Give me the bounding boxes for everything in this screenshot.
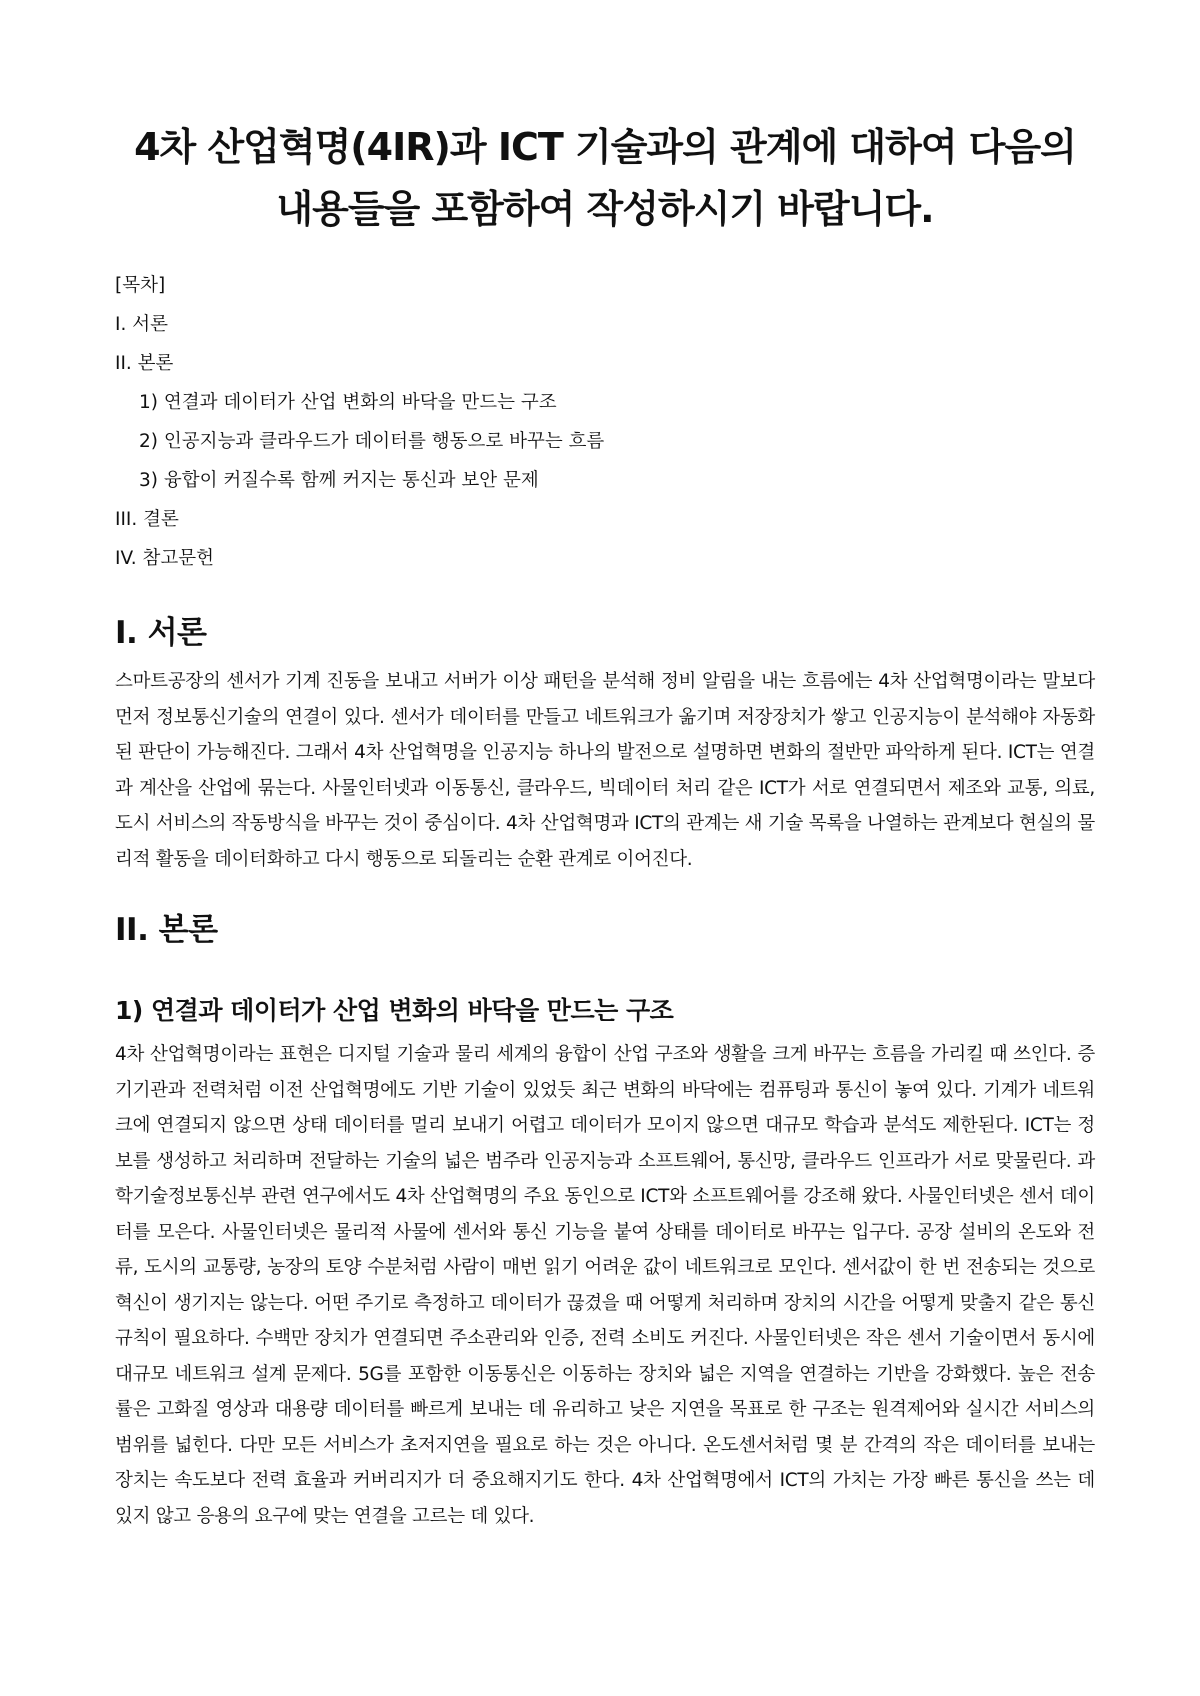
- toc-item-intro: I. 서론: [115, 314, 168, 335]
- toc-heading: [목차]: [115, 275, 166, 296]
- intro-heading: I. 서론: [115, 615, 207, 651]
- toc-item-body-3: 3) 융합이 커질수록 함께 커지는 통신과 보안 문제: [139, 470, 539, 491]
- toc-item-body-2: 2) 인공지능과 클라우드가 데이터를 행동으로 바꾸는 흐름: [139, 431, 605, 452]
- toc-item-references: IV. 참고문헌: [115, 548, 214, 569]
- body-subsection-1-paragraph: 4차 산업혁명이라는 표현은 디지털 기술과 물리 세계의 융합이 산업 구조와 생활을 크게 바꾸는 흐름을 가리킬 때 쓰인다. 증기기관과 전력처럼 이전 산업혁명에도 기반 기술이 있었듯 최근 변화의 바닥에는 컴퓨팅과 통신이 놓여 있다. 기계가 네트워크에 연결되지 않으면 상태 데이터를 멀리 보내기 어렵고 데이터가 모이지 않으면 대규모 학습과 분석도 제한된다. ICT는 정보를 생성하고 처리하며 전달하는 기술의 넓은 범주라 인공지능과 소프트웨어, 통신망, 클라우드 인프라가 서로 맞물린다. 과학기술정보통신부 관련 연구에서도 4차 산업혁명의 주요 동인으로 ICT와 소프트웨어를 강조해 왔다. 사물인터넷은 센서 데이터를 모은다. 사물인터넷은 물리적 사물에 센서와 통신 기능을 붙여 상태를 데이터로 바꾸는 입구다. 공장 설비의 온도와 전류, 도시의 교통량, 농장의 토양 수분처럼 사람이 매번 읽기 어려운 값이 네트워크로 모인다. 센서값이 한 번 전송되는 것으로 혁신이 생기지는 않는다. 어떤 주기로 측정하고 데이터가 끊겼을 때 어떻게 처리하며 장치의 시간을 어떻게 맞출지 같은 통신 규칙이 필요하다. 수백만 장치가 연결되면 주소관리와 인증, 전력 소비도 커진다. 사물인터넷은 작은 센서 기술이면서 동시에 대규모 네트워크 설계 문제다. 5G를 포함한 이동통신은 이동하는 장치와 넓은 지역을 연결하는 기반을 강화했다. 높은 전송률은 고화질 영상과 대용량 데이터를 빠르게 보내는 데 유리하고 낮은 지연을 목표로 한 구조는 원격제어와 실시간 서비스의 범위를 넓힌다. 다만 모든 서비스가 초저지연을 필요로 하는 것은 아니다. 온도센서처럼 몇 분 간격의 작은 데이터를 보내는 장치는 속도보다 전력 효율과 커버리지가 더 중요해지기도 한다. 4차 산업혁명에서 ICT의 가치는 가장 빠른 통신을 쓰는 데 있지 않고 응용의 요구에 맞는 연결을 고르는 데 있다.: [115, 1044, 1095, 1527]
- body-heading: II. 본론: [115, 912, 218, 948]
- table-of-contents: [115, 266, 1095, 578]
- toc-item-body-1: 1) 연결과 데이터가 산업 변화의 바닥을 만드는 구조: [139, 392, 557, 413]
- document-page: [115, 0, 1095, 1534]
- document-title: 4차 산업혁명(4IR)과 ICT 기술과의 관계에 대하여 다음의 내용들을 포함하여 작성하시기 바랍니다.: [134, 125, 1076, 231]
- body-subsection-1-heading: 1) 연결과 데이터가 산업 변화의 바닥을 만드는 구조: [115, 996, 674, 1025]
- toc-item-body: II. 본론: [115, 353, 174, 374]
- toc-item-conclusion: III. 결론: [115, 509, 179, 530]
- intro-paragraph: 스마트공장의 센서가 기계 진동을 보내고 서버가 이상 패턴을 분석해 정비 알림을 내는 흐름에는 4차 산업혁명이라는 말보다 먼저 정보통신기술의 연결이 있다. 센서가 데이터를 만들고 네트워크가 옮기며 저장장치가 쌓고 인공지능이 분석해야 자동화된 판단이 가능해진다. 그래서 4차 산업혁명을 인공지능 하나의 발전으로 설명하면 변화의 절반만 파악하게 된다. ICT는 연결과 계산을 산업에 묶는다. 사물인터넷과 이동통신, 클라우드, 빅데이터 처리 같은 ICT가 서로 연결되면서 제조와 교통, 의료, 도시 서비스의 작동방식을 바꾸는 것이 중심이다. 4차 산업혁명과 ICT의 관계는 새 기술 목록을 나열하는 관계보다 현실의 물리적 활동을 데이터화하고 다시 행동으로 되돌리는 순환 관계로 이어진다.: [115, 671, 1095, 870]
